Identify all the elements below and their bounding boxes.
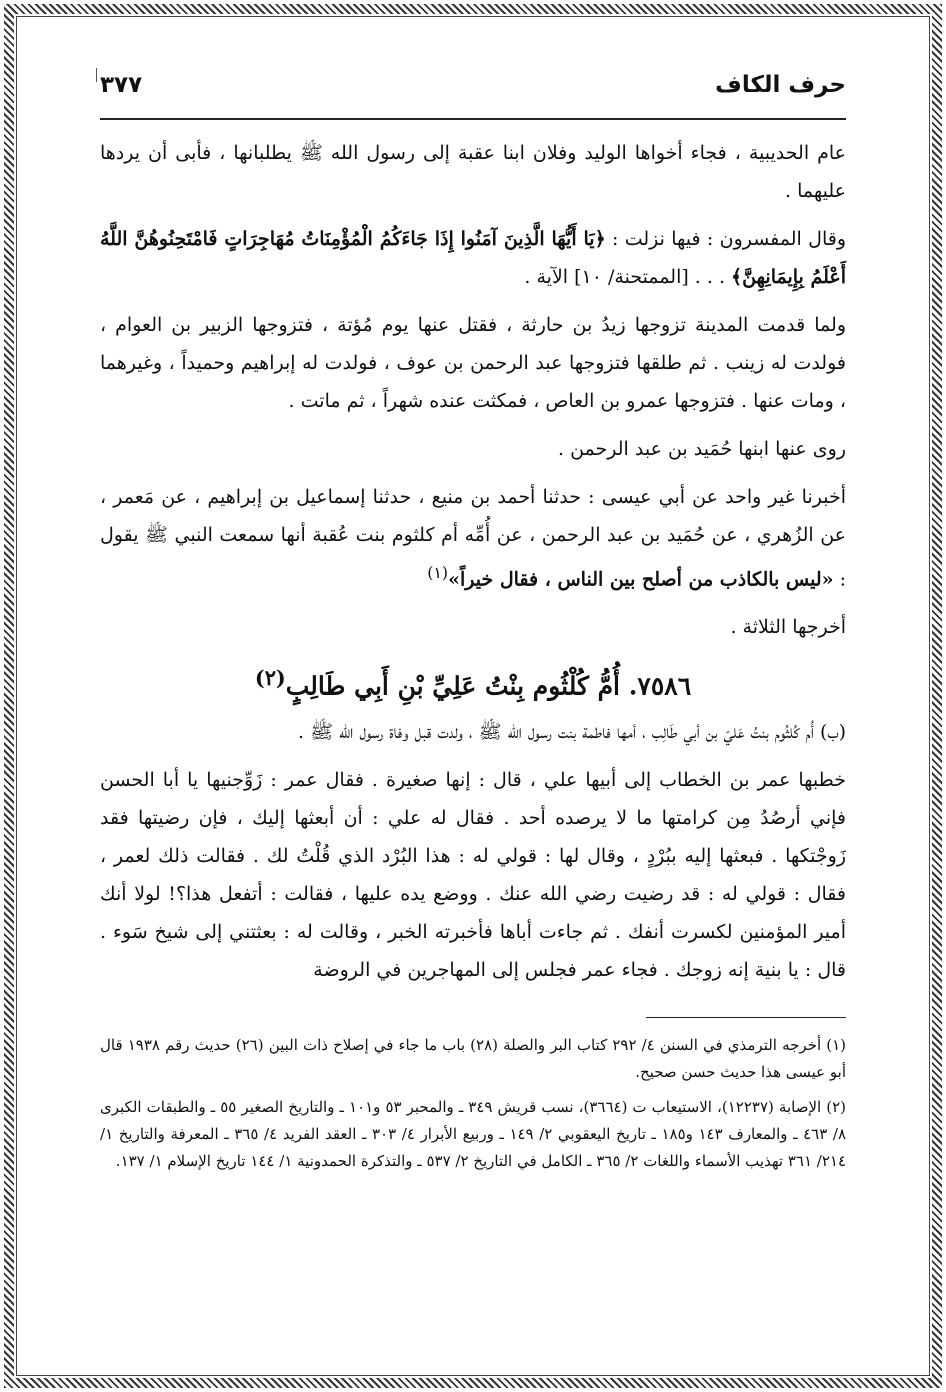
isnad-text: أخبرنا غير واحد عن أبي عيسى : حدثنا أحمد بن منيع ، حدثنا إسماعيل بن إبراهيم ، عن مَعمر ، عن الزُهري ، عن حُمَيد بن عبد الرحمن ، عن أُمِّه أم كلثوم بنت عُقبة أنها سمعت النبي ﷺ يقول : xyxy=(100,486,846,591)
margin-mark xyxy=(96,68,97,82)
quran-quote: ﴿يَا أَيُّهَا الَّذِينَ آمَنُوا إِذَا جَاءَكُمُ الْمُؤْمِنَاتُ مُهَاجِرَاتٍ فَامْتَحِنُوهُنَّ اللَّهُ أَعْلَمُ بِإِيمَانِهِنَّ﴾ xyxy=(100,228,846,288)
footnote-divider xyxy=(646,1017,846,1018)
paragraph-6: أخرجها الثلاثة . xyxy=(730,616,846,639)
paragraph-2-intro: وقال المفسرون : فيها نزلت : xyxy=(605,228,846,250)
hadith-quote: «ليس بالكاذب من أصلح بين الناس ، فقال خيراً» xyxy=(448,568,834,591)
footnotes xyxy=(100,1009,846,1175)
paragraph-8: خطبها عمر بن الخطاب إلى أبيها علي ، قال : إنها صغيرة . فقال عمر : زَوِّجنيها يا أبا الحسن فإني أرصُدُ مِن كرامتها ما لا يرصده أحد . فقال له علي : أن أبعثها إليك ، فإن رضيتها فقد زَوجْتكها . فبعثها إليه ببُرْدٍ ، وقال لها : قولي له : هذا البُرْد الذي قُلْتُ لك . فقالت ذلك لعمر ، فقال : قولي له : قد رضيت رضي الله عنك . ووضع يده عليها ، فقالت : أتفعل هذا؟! لولا أنك أمير المؤمنين لكسرت أنفك . ثم جاءت أباها فأخبرته الخبر ، وقالت له : بعثتني إلى شيخ سَوء . قال : يا بنية إنه زوجك . فجاء عمر فجلس إلى المهاجرين في الروضة xyxy=(100,768,847,981)
running-title: حرف الكاف xyxy=(715,72,846,98)
footnote-ref-2: (٢) xyxy=(254,665,286,691)
book-page xyxy=(100,72,846,1183)
paragraph-7: (ب) أُم كُلثُوم بنتُ عَليّ بن أبي طَالِب ، أمها فاطمة بنت رسول الله ﷺ ، ولدت قبل وفاة رسول الله ﷺ . xyxy=(298,720,846,743)
quran-reference: . . . [الممتحنة/ ١٠] الآية . xyxy=(524,266,732,288)
paragraph-1: عام الحديبية ، فجاء أخواها الوليد وفلان ابنا عقبة إلى رسول الله ﷺ يطلبانها ، فأبى أن يردها عليهما . xyxy=(100,142,846,202)
page-number: ٣٧٧ xyxy=(100,72,143,98)
page-header xyxy=(100,72,846,120)
paragraph-3: ولما قدمت المدينة تزوجها زيدُ بن حارثة ، فقتل عنها يوم مُؤتة ، فتزوجها الزبير بن العوام ، فولدت له زينب . ثم طلقها فتزوجها عبد الرحمن بن عوف ، فولدت له إبراهيم وحميداً ، وغيرهما ، ومات عنها . فتزوجها عمرو بن العاص ، فمكثت عنده شهراً ، ثم ماتت . xyxy=(100,314,846,412)
footnote-ref-1: (١) xyxy=(427,563,449,582)
paragraph-4: روى عنها ابنها حُمَيد بن عبد الرحمن . xyxy=(558,438,846,460)
entry-title xyxy=(100,658,846,706)
paragraph-5 xyxy=(100,478,846,598)
footnote-2: (٢) الإصابة (١٢٢٣٧)، الاستيعاب ت (٣٦٦٤)، نسب قريش ٣٤٩ ـ والمحبر ٥٣ و١٠١ ـ والتاريخ الصغير ٥٥ ـ والطبقات الكبرى ٨/ ٤٦٣ ـ والمعارف ١٤٣ و١٨٥ ـ تاريخ اليعقوبي ٢/ ١٤٩ ـ وربيع الأبرار ٤/ ٣٠٣ ـ العقد الفريد ٤/ ٣٦٥ ـ المعرفة والتاريخ ١/ ٢١٤/ ٣٦١ تهذيب الأسماء واللغات ٢/ ٣٦٥ ـ الكامل في التاريخ ٢/ ٥٣٧ ـ والتذكرة الحمدونية ١/ ١٤٤ تاريخ الإسلام ١/ ١٣٧. xyxy=(100,1097,847,1170)
entry-title-text: ٧٥٨٦. أُمُّ كُلْثُوم بِنْتُ عَلِيِّ بْنِ أَبِي طَالِبٍ xyxy=(285,671,692,701)
paragraph-2 xyxy=(100,220,846,296)
footnote-1: (١) أخرجه الترمذي في السنن ٤/ ٢٩٢ كتاب البر والصلة (٢٨) باب ما جاء في إصلاح ذات البين (٢٦) حديث رقم ١٩٣٨ قال أبو عيسى هذا حديث حسن صحيح. xyxy=(100,1035,846,1081)
